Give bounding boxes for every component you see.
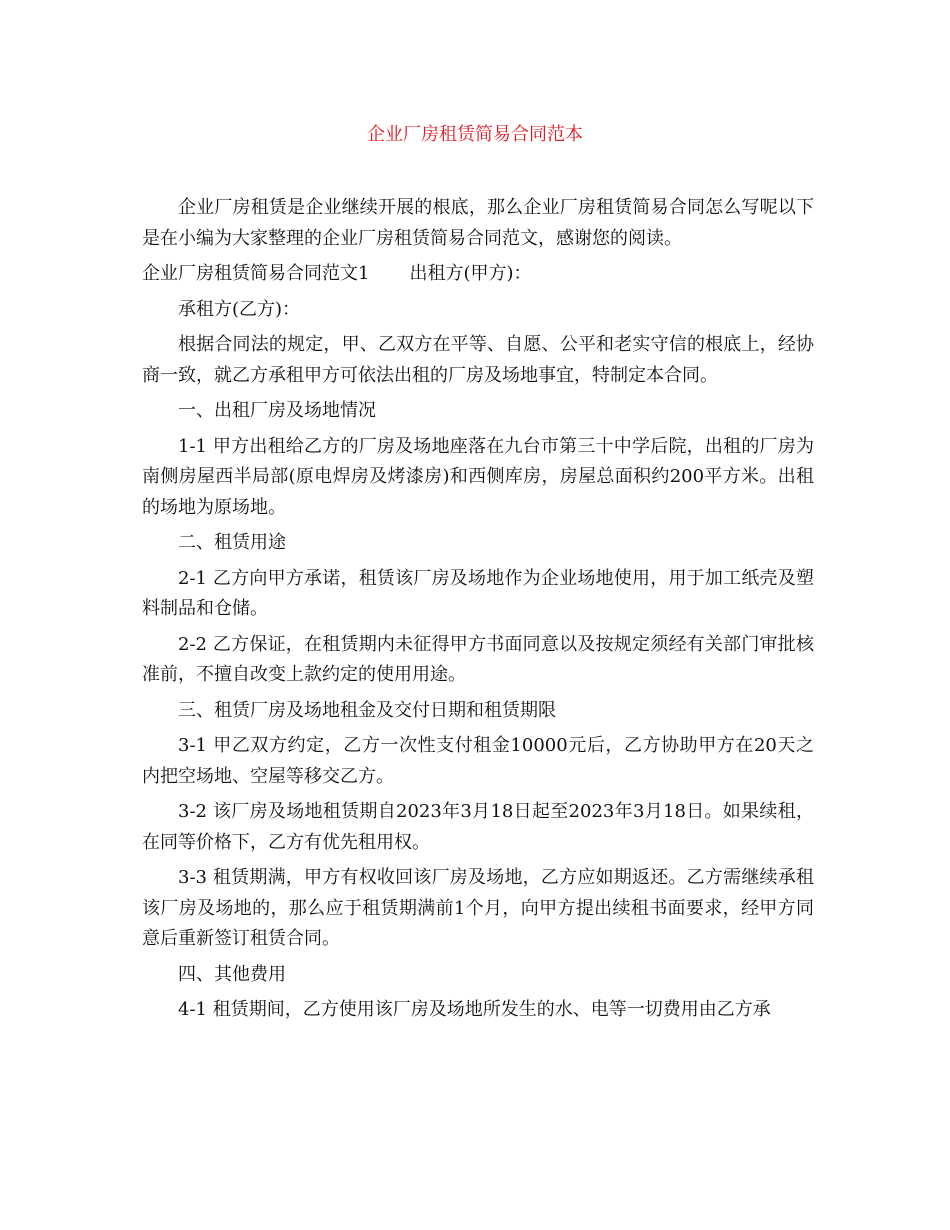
document-title: 企业厂房租赁简易合同范本 (367, 124, 583, 145)
clause-3-3: 3-3 租赁期满，甲方有权收回该厂房及场地，乙方应如期返还。乙方需继续承租该厂房及场地的，那么应于租赁期满前1个月，向甲方提出续租书面要求，经甲方同意后重新签订租赁合同。 (142, 867, 814, 949)
section-4-heading: 四、其他费用 (178, 963, 286, 985)
clause-3-2: 3-2 该厂房及场地租赁期自2023年3月18日起至2023年3月18日。如果续租，在同等价格下，乙方有优先租用权。 (142, 801, 814, 853)
section-3-heading: 三、租赁厂房及场地租金及交付日期和租赁期限 (178, 699, 556, 721)
clause-4-1: 4-1 租赁期间，乙方使用该厂房及场地所发生的水、电等一切费用由乙方承 (178, 999, 771, 1020)
lessee-label: 承租方(乙方)： (178, 298, 301, 320)
section-1-heading: 一、出租厂房及场地情况 (178, 400, 376, 421)
document-body (142, 193, 814, 1031)
clause-2-1: 2-1 乙方向甲方承诺，租赁该厂房及场地作为企业场地使用，用于加工纸壳及塑料制品和仓储。 (142, 567, 814, 619)
lessor-label: 出租方(甲方)： (409, 263, 532, 284)
intro-paragraph: 企业厂房租赁是企业继续开展的根底，那么企业厂房租赁简易合同怎么写呢以下是在小编为大家整理的企业厂房租赁简易合同范文，感谢您的阅读。 (142, 197, 814, 249)
sample-heading-line (142, 259, 814, 290)
sample-heading: 企业厂房租赁简易合同范文1 (142, 263, 370, 284)
clause-1-1: 1-1 甲方出租给乙方的厂房及场地座落在九台市第三十中学后院，出租的厂房为南侧房屋西半局部(原电焊房及烤漆房)和西侧库房，房屋总面积约200平方米。出租的场地为原场地。 (142, 435, 814, 518)
clause-2-2: 2-2 乙方保证，在租赁期内未征得甲方书面同意以及按规定须经有关部门审批核准前，不擅自改变上款约定的使用用途。 (142, 633, 814, 685)
preamble-paragraph: 根据合同法的规定，甲、乙双方在平等、自愿、公平和老实守信的根底上，经协商一致，就乙方承租甲方可依法出租的厂房及场地事宜，特制定本合同。 (142, 334, 814, 386)
clause-3-1: 3-1 甲乙双方约定，乙方一次性支付租金10000元后，乙方协助甲方在20天之内把空场地、空屋等移交乙方。 (142, 735, 814, 787)
section-2-heading: 二、租赁用途 (178, 532, 286, 553)
